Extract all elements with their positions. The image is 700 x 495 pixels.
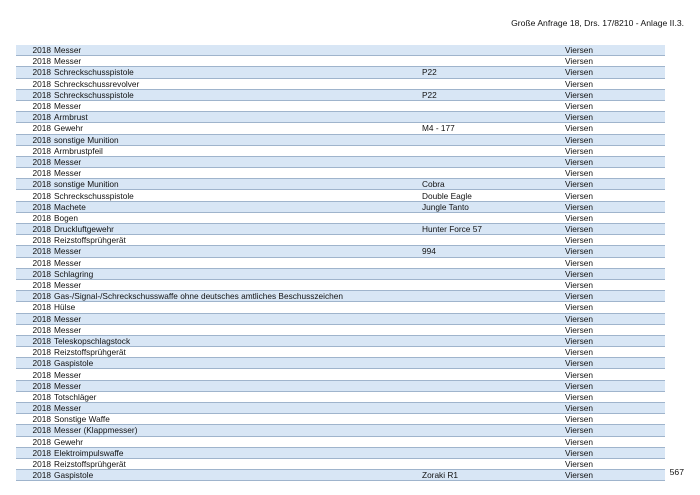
cell-place: Viersen: [565, 414, 665, 425]
cell-year: 2018: [16, 123, 54, 134]
weapons-table-body: [16, 45, 665, 481]
cell-place: Viersen: [565, 56, 665, 67]
cell-place: Viersen: [565, 470, 665, 481]
cell-model: Jungle Tanto: [422, 201, 565, 212]
cell-category: Messer: [54, 380, 422, 391]
cell-year: 2018: [16, 279, 54, 290]
cell-place: Viersen: [565, 458, 665, 469]
cell-category: Messer: [54, 168, 422, 179]
cell-place: Viersen: [565, 201, 665, 212]
cell-year: 2018: [16, 369, 54, 380]
cell-place: Viersen: [565, 235, 665, 246]
cell-place: Viersen: [565, 212, 665, 223]
cell-place: Viersen: [565, 380, 665, 391]
cell-place: Viersen: [565, 358, 665, 369]
cell-place: Viersen: [565, 246, 665, 257]
cell-model: [422, 369, 565, 380]
cell-category: Messer: [54, 56, 422, 67]
cell-model: [422, 145, 565, 156]
cell-model: Double Eagle: [422, 190, 565, 201]
cell-category: Messer: [54, 156, 422, 167]
table-row: [16, 123, 665, 134]
cell-place: Viersen: [565, 447, 665, 458]
cell-year: 2018: [16, 112, 54, 123]
cell-category: Teleskopschlagstock: [54, 335, 422, 346]
cell-year: 2018: [16, 291, 54, 302]
cell-category: Messer: [54, 279, 422, 290]
cell-category: Gas-/Signal-/Schreckschusswaffe ohne deutsches amtliches Beschusszeichen: [54, 291, 422, 302]
cell-category: Sonstige Waffe: [54, 414, 422, 425]
cell-model: [422, 458, 565, 469]
cell-model: [422, 56, 565, 67]
cell-category: Elektroimpulswaffe: [54, 447, 422, 458]
cell-year: 2018: [16, 313, 54, 324]
table-row: [16, 56, 665, 67]
cell-place: Viersen: [565, 302, 665, 313]
cell-category: Messer: [54, 403, 422, 414]
cell-place: Viersen: [565, 391, 665, 402]
cell-model: [422, 100, 565, 111]
cell-model: Cobra: [422, 179, 565, 190]
cell-year: 2018: [16, 78, 54, 89]
table-row: [16, 78, 665, 89]
table-row: [16, 45, 665, 56]
cell-model: [422, 268, 565, 279]
page-number: 567: [669, 467, 684, 477]
cell-place: Viersen: [565, 112, 665, 123]
cell-year: 2018: [16, 201, 54, 212]
cell-category: Messer (Klappmesser): [54, 425, 422, 436]
cell-place: Viersen: [565, 268, 665, 279]
cell-year: 2018: [16, 134, 54, 145]
table-row: [16, 436, 665, 447]
cell-category: Schreckschusspistole: [54, 190, 422, 201]
cell-model: [422, 324, 565, 335]
cell-category: sonstige Munition: [54, 134, 422, 145]
table-row: [16, 246, 665, 257]
cell-category: Gewehr: [54, 123, 422, 134]
cell-model: 994: [422, 246, 565, 257]
cell-category: Gewehr: [54, 436, 422, 447]
table-row: [16, 447, 665, 458]
cell-category: Reizstoffsprühgerät: [54, 235, 422, 246]
table-row: [16, 268, 665, 279]
table-row: [16, 235, 665, 246]
cell-model: [422, 414, 565, 425]
cell-model: [422, 313, 565, 324]
cell-year: 2018: [16, 380, 54, 391]
table-row: [16, 201, 665, 212]
table-row: [16, 168, 665, 179]
table-row: [16, 89, 665, 100]
cell-model: [422, 391, 565, 402]
cell-year: 2018: [16, 335, 54, 346]
cell-category: Druckluftgewehr: [54, 224, 422, 235]
cell-year: 2018: [16, 425, 54, 436]
cell-category: Messer: [54, 369, 422, 380]
table-row: [16, 112, 665, 123]
table-row: [16, 358, 665, 369]
cell-model: [422, 425, 565, 436]
cell-year: 2018: [16, 145, 54, 156]
cell-year: 2018: [16, 257, 54, 268]
cell-year: 2018: [16, 179, 54, 190]
cell-year: 2018: [16, 302, 54, 313]
cell-place: Viersen: [565, 224, 665, 235]
cell-year: 2018: [16, 235, 54, 246]
cell-model: [422, 347, 565, 358]
cell-category: Messer: [54, 45, 422, 56]
cell-category: Schreckschusspistole: [54, 89, 422, 100]
table-row: [16, 347, 665, 358]
cell-category: Totschläger: [54, 391, 422, 402]
table-row: [16, 224, 665, 235]
cell-category: Messer: [54, 257, 422, 268]
cell-year: 2018: [16, 414, 54, 425]
cell-year: 2018: [16, 56, 54, 67]
cell-place: Viersen: [565, 313, 665, 324]
cell-place: Viersen: [565, 324, 665, 335]
cell-model: [422, 403, 565, 414]
cell-category: Messer: [54, 313, 422, 324]
cell-year: 2018: [16, 324, 54, 335]
cell-model: [422, 212, 565, 223]
cell-model: [422, 291, 565, 302]
cell-category: Hülse: [54, 302, 422, 313]
cell-category: Machete: [54, 201, 422, 212]
cell-model: [422, 134, 565, 145]
table-row: [16, 279, 665, 290]
cell-place: Viersen: [565, 403, 665, 414]
cell-model: [422, 436, 565, 447]
cell-year: 2018: [16, 89, 54, 100]
cell-year: 2018: [16, 67, 54, 78]
table-row: [16, 369, 665, 380]
table-row: [16, 145, 665, 156]
cell-category: Reizstoffsprühgerät: [54, 458, 422, 469]
cell-model: [422, 358, 565, 369]
cell-model: [422, 335, 565, 346]
cell-year: 2018: [16, 224, 54, 235]
cell-year: 2018: [16, 347, 54, 358]
cell-place: Viersen: [565, 347, 665, 358]
cell-category: Gaspistole: [54, 470, 422, 481]
cell-place: Viersen: [565, 100, 665, 111]
page-header-title: Große Anfrage 18, Drs. 17/8210 - Anlage II.3.: [511, 18, 684, 28]
cell-year: 2018: [16, 168, 54, 179]
cell-place: Viersen: [565, 425, 665, 436]
cell-place: Viersen: [565, 78, 665, 89]
cell-model: [422, 45, 565, 56]
table-row: [16, 380, 665, 391]
cell-category: Messer: [54, 100, 422, 111]
cell-model: [422, 447, 565, 458]
table-row: [16, 212, 665, 223]
cell-year: 2018: [16, 391, 54, 402]
table-row: [16, 190, 665, 201]
cell-year: 2018: [16, 246, 54, 257]
table-row: [16, 179, 665, 190]
cell-category: sonstige Munition: [54, 179, 422, 190]
cell-category: Gaspistole: [54, 358, 422, 369]
table-row: [16, 100, 665, 111]
table-row: [16, 470, 665, 481]
cell-model: [422, 112, 565, 123]
cell-model: Zoraki R1: [422, 470, 565, 481]
cell-model: [422, 279, 565, 290]
cell-model: [422, 302, 565, 313]
cell-place: Viersen: [565, 67, 665, 78]
cell-place: Viersen: [565, 168, 665, 179]
cell-year: 2018: [16, 447, 54, 458]
cell-category: Schlagring: [54, 268, 422, 279]
cell-model: [422, 168, 565, 179]
cell-year: 2018: [16, 45, 54, 56]
cell-year: 2018: [16, 156, 54, 167]
cell-place: Viersen: [565, 190, 665, 201]
cell-model: [422, 156, 565, 167]
weapons-table: [16, 45, 665, 481]
table-row: [16, 391, 665, 402]
cell-category: Schreckschussrevolver: [54, 78, 422, 89]
table-row: [16, 403, 665, 414]
table-row: [16, 324, 665, 335]
cell-place: Viersen: [565, 369, 665, 380]
cell-place: Viersen: [565, 257, 665, 268]
cell-place: Viersen: [565, 145, 665, 156]
cell-model: [422, 78, 565, 89]
cell-category: Armbrustpfeil: [54, 145, 422, 156]
cell-year: 2018: [16, 100, 54, 111]
cell-place: Viersen: [565, 123, 665, 134]
cell-category: Reizstoffsprühgerät: [54, 347, 422, 358]
cell-model: [422, 380, 565, 391]
cell-place: Viersen: [565, 89, 665, 100]
cell-place: Viersen: [565, 134, 665, 145]
table-row: [16, 414, 665, 425]
table-row: [16, 67, 665, 78]
cell-place: Viersen: [565, 436, 665, 447]
table-row: [16, 302, 665, 313]
cell-category: Bogen: [54, 212, 422, 223]
cell-model: [422, 235, 565, 246]
cell-place: Viersen: [565, 291, 665, 302]
cell-model: P22: [422, 89, 565, 100]
cell-year: 2018: [16, 458, 54, 469]
cell-year: 2018: [16, 470, 54, 481]
table-row: [16, 156, 665, 167]
cell-category: Messer: [54, 246, 422, 257]
cell-place: Viersen: [565, 335, 665, 346]
cell-model: [422, 257, 565, 268]
table-row: [16, 335, 665, 346]
table-row: [16, 313, 665, 324]
table-row: [16, 425, 665, 436]
cell-year: 2018: [16, 436, 54, 447]
cell-year: 2018: [16, 358, 54, 369]
cell-year: 2018: [16, 403, 54, 414]
cell-year: 2018: [16, 190, 54, 201]
table-row: [16, 458, 665, 469]
cell-model: M4 - 177: [422, 123, 565, 134]
cell-place: Viersen: [565, 279, 665, 290]
cell-category: Messer: [54, 324, 422, 335]
cell-place: Viersen: [565, 179, 665, 190]
cell-year: 2018: [16, 212, 54, 223]
cell-year: 2018: [16, 268, 54, 279]
cell-model: P22: [422, 67, 565, 78]
table-row: [16, 257, 665, 268]
cell-category: Schreckschusspistole: [54, 67, 422, 78]
table-row: [16, 291, 665, 302]
cell-category: Armbrust: [54, 112, 422, 123]
cell-model: Hunter Force 57: [422, 224, 565, 235]
cell-place: Viersen: [565, 45, 665, 56]
table-row: [16, 134, 665, 145]
cell-place: Viersen: [565, 156, 665, 167]
